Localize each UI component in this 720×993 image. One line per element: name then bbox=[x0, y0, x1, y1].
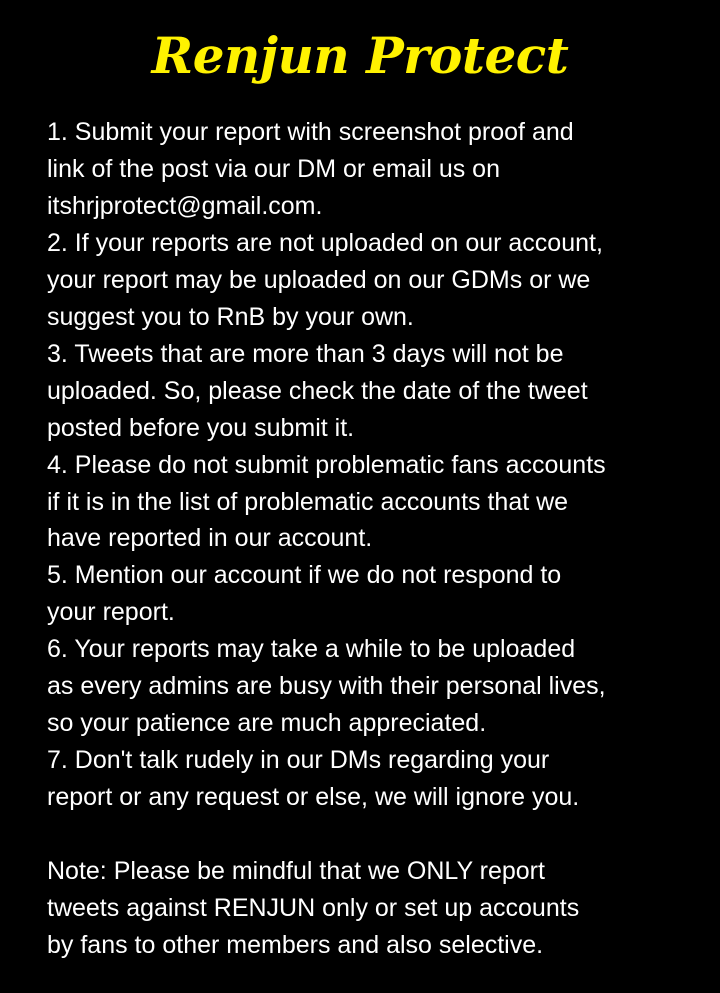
rule-3-line-1: 3. Tweets that are more than 3 days will not be bbox=[47, 339, 564, 368]
rule-6-line-1: 6. Your reports may take a while to be uploaded bbox=[47, 635, 576, 664]
rule-item-4 bbox=[47, 447, 707, 558]
rule-item-6 bbox=[47, 631, 707, 742]
rule-5-line-2: your report. bbox=[47, 598, 175, 627]
rule-3-line-3: posted before you submit it. bbox=[47, 413, 355, 442]
rule-1-line-3-email: itshrjprotect@gmail.com. bbox=[47, 191, 323, 220]
note-line-2: tweets against RENJUN only or set up accounts bbox=[47, 894, 580, 922]
rule-2-line-1: 2. If your reports are not uploaded on our account, bbox=[47, 228, 603, 257]
rule-4-line-3: have reported in our account. bbox=[47, 524, 373, 553]
rule-5-line-1: 5. Mention our account if we do not respond to bbox=[47, 561, 562, 590]
rule-3-line-2: uploaded. So, please check the date of the tweet bbox=[47, 376, 588, 405]
note-line-3: by fans to other members and also selective. bbox=[47, 930, 544, 959]
rule-6-line-3: so your patience are much appreciated. bbox=[47, 709, 487, 738]
rule-item-1 bbox=[47, 114, 707, 225]
rule-2-line-3: suggest you to RnB by your own. bbox=[47, 302, 414, 331]
rule-1-line-1: 1. Submit your report with screenshot proof and bbox=[47, 118, 574, 146]
rule-7-line-1: 7. Don't talk rudely in our DMs regarding your bbox=[47, 746, 550, 775]
rule-7-line-2: report or any request or else, we will ignore you. bbox=[47, 783, 580, 812]
rule-item-7 bbox=[47, 742, 707, 816]
rules-list bbox=[47, 114, 707, 964]
rule-4-line-1: 4. Please do not submit problematic fans accounts bbox=[47, 450, 606, 479]
rule-6-line-2: as every admins are busy with their personal lives, bbox=[47, 672, 606, 701]
rule-2-line-2: your report may be uploaded on our GDMs or we bbox=[47, 265, 591, 294]
rule-1-line-2: link of the post via our DM or email us on bbox=[47, 154, 500, 183]
rule-item-2 bbox=[47, 225, 707, 336]
note-block bbox=[47, 853, 707, 964]
rule-item-5 bbox=[47, 557, 707, 631]
paragraph-spacer bbox=[47, 816, 707, 853]
note-line-1: Note: Please be mindful that we ONLY report bbox=[47, 857, 545, 886]
page-title: Renjun Protect bbox=[151, 26, 569, 85]
rule-item-3 bbox=[47, 336, 707, 447]
rule-4-line-2: if it is in the list of problematic accounts that we bbox=[47, 487, 569, 516]
